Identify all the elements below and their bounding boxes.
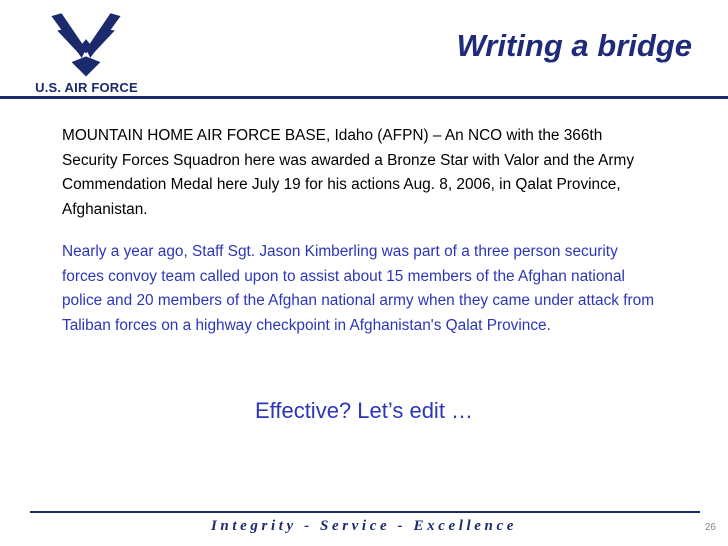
logo-text: U.S. AIR FORCE <box>35 80 138 95</box>
footer-motto: Integrity - Service - Excellence <box>211 518 517 534</box>
air-force-wings-icon <box>50 6 122 78</box>
edit-prompt: Effective? Let’s edit … <box>254 398 474 423</box>
slide-title: Writing a bridge <box>456 28 692 63</box>
header-divider <box>0 96 728 99</box>
footer-divider <box>30 511 700 513</box>
air-force-logo <box>14 4 154 100</box>
news-paragraph: MOUNTAIN HOME AIR FORCE BASE, Idaho (AFPN) – An NCO with the 366th Security Forces Squadron here was awarded a Bronze Star with Valor and the Army Commendation Medal here July 19 for his actions Aug. 8, 2006, in Qalat Province, Afghanistan. <box>62 127 635 218</box>
bridge-paragraph: Nearly a year ago, Staff Sgt. Jason Kimberling was part of a three person security forces convoy team called upon to assist about 15 members of the Afghan national police and 20 members of the Afghan national army when they came under attack from Taliban forces on a highway checkpoint in Afghanistan's Qalat Province. <box>62 243 655 334</box>
page-number: 26 <box>704 522 716 533</box>
